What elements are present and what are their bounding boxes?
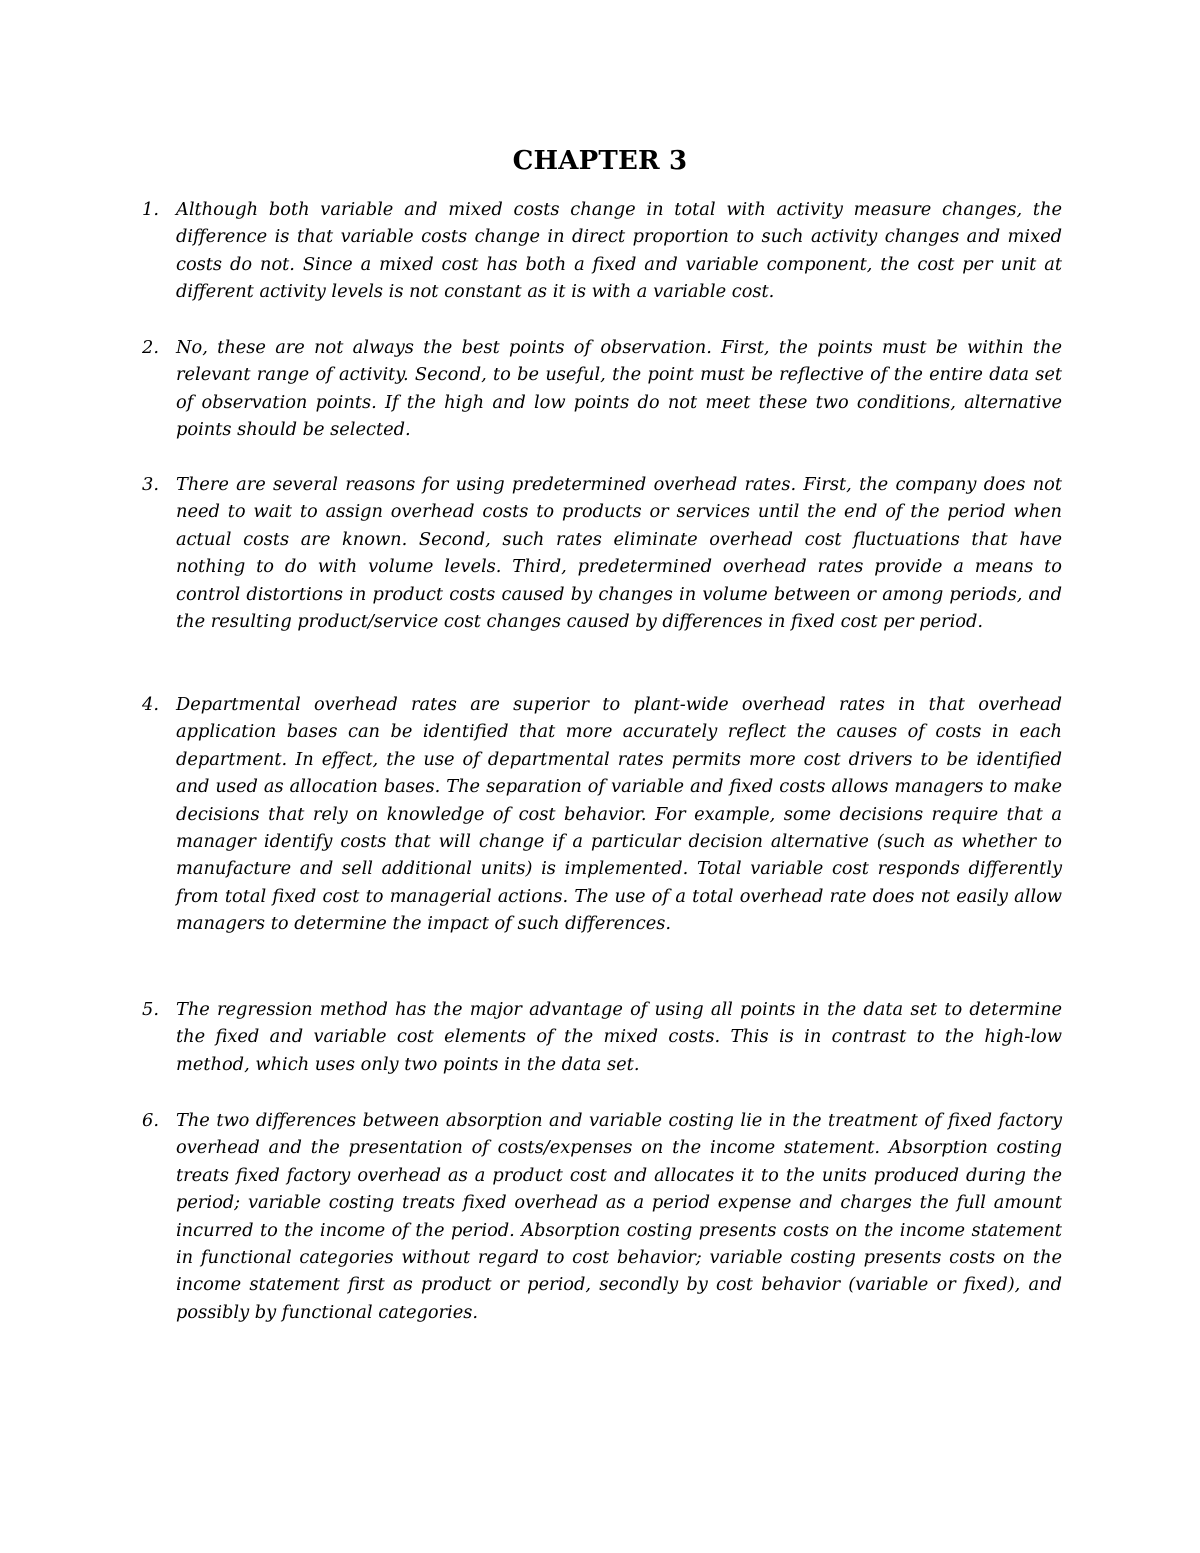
- answer-number: 4.: [142, 694, 159, 715]
- answer-text: The regression method has the major advantage of using all points in the data set to determine the fixed and variable cost elements of the mixed costs. This is in contrast to the high-low method, which uses only two points in the data set.: [176, 999, 1062, 1075]
- answer-number: 6.: [142, 1110, 159, 1131]
- answer-item-6: [142, 1107, 1062, 1326]
- answer-number: 3.: [142, 474, 159, 495]
- answer-text: There are several reasons for using predetermined overhead rates. First, the company does not need to wait to assign overhead costs to products or services until the end of the period when actual costs are known. Second, such rates eliminate overhead cost fluctuations that have nothing to do with volume levels. Third, predetermined overhead rates provide a means to control distortions in product costs caused by changes in volume between or among periods, and the resulting product/service cost changes caused by differences in fixed cost per period.: [176, 474, 1062, 633]
- answer-number: 2.: [142, 337, 159, 358]
- answer-item-2: [142, 334, 1062, 444]
- answer-text: Although both variable and mixed costs change in total with activity measure changes, the difference is that variable costs change in direct proportion to such activity changes and mixed costs do not. Since a mixed cost has both a fixed and variable component, the cost per unit at different activity levels is not constant as it is with a variable cost.: [176, 199, 1062, 303]
- chapter-title: CHAPTER 3: [512, 146, 688, 176]
- answer-text: Departmental overhead rates are superior to plant-wide overhead rates in that overhead application bases can be identified that more accurately reflect the causes of costs in each department. In effect, the use of departmental rates permits more cost drivers to be identified and used as allocation bases. The separation of variable and fixed costs allows managers to make decisions that rely on knowledge of cost behavior. For example, some decisions require that a manager identify costs that will change if a particular decision alternative (such as whether to manufacture and sell additional units) is implemented. Total variable cost responds differently from total fixed cost to managerial actions. The use of a total overhead rate does not easily allow managers to determine the impact of such differences.: [176, 694, 1062, 935]
- answer-number: 1.: [142, 199, 159, 220]
- answer-text: No, these are not always the best points of observation. First, the points must be within the relevant range of activity. Second, to be useful, the point must be reflective of the entire data set of observation points. If the high and low points do not meet these two conditions, alternative points should be selected.: [176, 337, 1062, 441]
- answer-item-4: [142, 691, 1062, 938]
- answer-item-1: [142, 196, 1062, 306]
- answer-number: 5.: [142, 999, 159, 1020]
- answer-text: The two differences between absorption and variable costing lie in the treatment of fixed factory overhead and the presentation of costs/expenses on the income statement. Absorption costing treats fixed factory overhead as a product cost and allocates it to the units produced during the period; variable costing treats fixed overhead as a period expense and charges the full amount incurred to the income of the period. Absorption costing presents costs on the income statement in functional categories without regard to cost behavior; variable costing presents costs on the income statement first as product or period, secondly by cost behavior (variable or fixed), and possibly by functional categories.: [176, 1110, 1062, 1323]
- answer-item-3: [142, 471, 1062, 635]
- answer-item-5: [142, 996, 1062, 1078]
